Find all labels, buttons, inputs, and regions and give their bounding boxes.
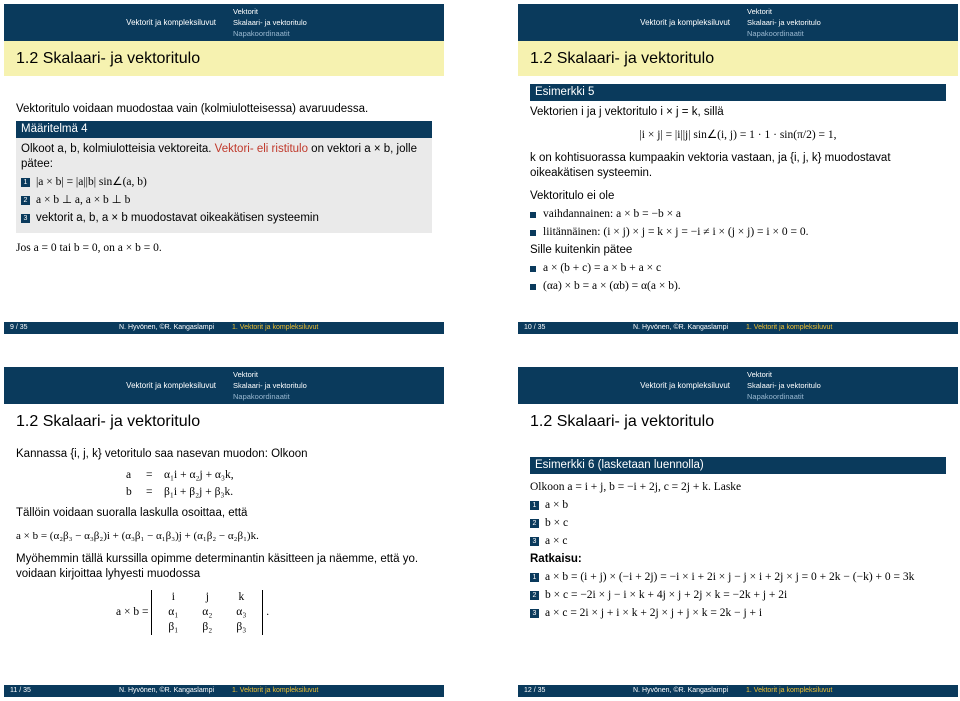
- number-marker: 3: [530, 609, 539, 618]
- eq-lhs: a: [126, 469, 132, 481]
- number-marker: 2: [530, 519, 539, 528]
- solution-label: Ratkaisu:: [530, 553, 582, 565]
- nav-item-skalaari[interactable]: Skalaari- ja vektoritulo: [233, 381, 307, 390]
- slide-10: [518, 4, 958, 334]
- calc-text: Tällöin voidaan suoralla laskulla osoittaa, että: [16, 507, 248, 519]
- nav-item-skalaari[interactable]: Skalaari- ja vektoritulo: [747, 18, 821, 27]
- eq-rhs: α₁i + α₂j + α₃k,: [164, 469, 234, 481]
- determinant-end: .: [266, 606, 270, 619]
- nav-item-napakoordinaatit[interactable]: Napakoordinaatit: [233, 29, 290, 38]
- definition-item-text: |a × b| = |a||b| sin∠(a, b): [36, 176, 147, 188]
- nav-section-link[interactable]: Vektorit ja kompleksiluvut: [640, 381, 730, 390]
- slide-title: 1.2 Skalaari- ja vektoritulo: [518, 41, 958, 76]
- footer-authors: N. Hyvönen, ©R. Kangaslampi: [119, 687, 215, 694]
- closing-text: Jos a = 0 tai b = 0, on a × b = 0.: [16, 242, 162, 254]
- definition-item-text: a × b ⊥ a, a × b ⊥ b: [36, 194, 131, 206]
- nav-section-link[interactable]: Vektorit ja kompleksiluvut: [126, 381, 216, 390]
- slide-header: [518, 367, 958, 404]
- slide-content: [16, 447, 432, 635]
- not-label: Vektoritulo ei ole: [530, 190, 615, 202]
- nav-item-napakoordinaatit[interactable]: Napakoordinaatit: [233, 392, 290, 401]
- matrix-cell: α₂: [202, 606, 213, 618]
- cross-formula: a × b = (α₂β₃ − α₃β₂)i + (α₃β₁ − α₁β₃)j + (α₁β₂ − α₂β₁)k.: [16, 530, 259, 542]
- slide-header: [518, 4, 958, 41]
- definition-term: Vektori- eli ristitulo: [214, 143, 308, 155]
- determinant-lhs: a × b =: [116, 606, 149, 619]
- eq-sign: =: [146, 486, 153, 498]
- basis-text: Kannassa {i, j, k} vetoritulo saa nasevan muodon: Olkoon: [16, 448, 308, 460]
- number-marker: 1: [530, 501, 539, 510]
- definition-body: [16, 138, 432, 233]
- bullet-icon: [530, 284, 536, 290]
- nav-item-vektorit[interactable]: Vektorit: [747, 7, 773, 16]
- number-marker: 3: [530, 537, 539, 546]
- slide-footer: [4, 322, 444, 334]
- task-text: a × b: [545, 499, 569, 511]
- page-number: 10 / 35: [524, 324, 546, 331]
- intro-text: Vektoritulo voidaan muodostaa vain (kolmiulotteisessa) avaruudessa.: [16, 103, 369, 115]
- slide-title: 1.2 Skalaari- ja vektoritulo: [518, 404, 958, 439]
- matrix-cell: i: [171, 591, 175, 603]
- task-item: [530, 498, 946, 513]
- footer-section[interactable]: 1. Vektorit ja kompleksiluvut: [232, 324, 319, 331]
- solution-item: [530, 588, 946, 603]
- nav-item-napakoordinaatit[interactable]: Napakoordinaatit: [747, 392, 804, 401]
- slide-9: [4, 4, 444, 334]
- list-item-text: vaihdannainen: a × b = −b × a: [543, 208, 682, 220]
- bullet-icon: [530, 230, 536, 236]
- definition-text: [21, 142, 427, 172]
- solution-item: [530, 606, 946, 621]
- definition-box: [16, 121, 432, 233]
- nav-item-skalaari[interactable]: Skalaari- ja vektoritulo: [233, 18, 307, 27]
- solution-text: a × b = (i + j) × (−i + 2j) = −i × i + 2i × j − j × i + 2j × j = 0 + 2k − (−k) + 0 = 3k: [545, 571, 915, 583]
- solution-text: a × c = 2i × j + i × k + 2j × j + j × k = 2k − j + i: [545, 607, 763, 619]
- matrix-cell: j: [205, 591, 209, 603]
- nav-section-link[interactable]: Vektorit ja kompleksiluvut: [640, 18, 730, 27]
- number-marker: 3: [21, 214, 30, 223]
- page-number: 9 / 35: [10, 324, 28, 331]
- example-equation: |i × j| = |i||j| sin∠(i, j) = 1 · 1 · sin(π/2) = 1,: [639, 129, 837, 141]
- eq-sign: =: [146, 469, 153, 481]
- list-item-text: liitännäinen: (i × j) × j = k × j = −i ≠ i × (j × j) = i × 0 = 0.: [543, 226, 809, 238]
- slide-footer: [518, 322, 958, 334]
- footer-authors: N. Hyvönen, ©R. Kangaslampi: [119, 324, 215, 331]
- bullet-icon: [530, 266, 536, 272]
- page-number: 12 / 35: [524, 687, 546, 694]
- footer-section[interactable]: 1. Vektorit ja kompleksiluvut: [232, 687, 319, 694]
- nav-item-napakoordinaatit[interactable]: Napakoordinaatit: [747, 29, 804, 38]
- matrix-cell: α₁: [168, 606, 179, 618]
- footer-authors: N. Hyvönen, ©R. Kangaslampi: [633, 687, 729, 694]
- nav-item-vektorit[interactable]: Vektorit: [233, 370, 259, 379]
- task-text: a × c: [545, 535, 568, 547]
- bullet-icon: [530, 212, 536, 218]
- number-marker: 1: [530, 573, 539, 582]
- list-item-text: (αa) × b = a × (αb) = α(a × b).: [543, 280, 681, 292]
- footer-authors: N. Hyvönen, ©R. Kangaslampi: [633, 324, 729, 331]
- definition-item: [21, 175, 427, 190]
- list-item: [530, 261, 946, 276]
- nav-item-skalaari[interactable]: Skalaari- ja vektoritulo: [747, 381, 821, 390]
- task-item: [530, 534, 946, 549]
- definition-item: [21, 193, 427, 208]
- slide-title: 1.2 Skalaari- ja vektoritulo: [4, 41, 444, 76]
- but-label: Sille kuitenkin pätee: [530, 244, 633, 256]
- footer-section[interactable]: 1. Vektorit ja kompleksiluvut: [746, 687, 833, 694]
- eq-lhs: b: [126, 486, 132, 498]
- example-title: Esimerkki 6 (lasketaan luennolla): [530, 457, 946, 474]
- definition-item: [21, 211, 427, 226]
- example-line: Vektorien i ja j vektoritulo i × j = k, sillä: [530, 106, 724, 118]
- task-text: b × c: [545, 517, 569, 529]
- page-number: 11 / 35: [10, 687, 31, 694]
- definition-text-c: on vektori a × b, jolle pätee:: [21, 143, 417, 170]
- slide-title: 1.2 Skalaari- ja vektoritulo: [4, 404, 444, 439]
- determinant-matrix: [151, 590, 263, 635]
- slide-content: [530, 84, 946, 297]
- slide-footer: [4, 685, 444, 697]
- number-marker: 1: [21, 178, 30, 187]
- nav-section-link[interactable]: Vektorit ja kompleksiluvut: [126, 18, 216, 27]
- slide-header: [4, 367, 444, 404]
- slide-11: [4, 367, 444, 697]
- slide-content: [16, 102, 432, 256]
- example-title: Esimerkki 5: [530, 84, 946, 101]
- determinant-text: Myöhemmin tällä kurssilla opimme determinantin käsitteen ja näemme, että yo. voidaan kirjoittaa lyhyesti muodossa: [16, 553, 419, 580]
- example-line: Olkoon a = i + j, b = −i + 2j, c = 2j + k. Laske: [530, 481, 742, 493]
- matrix-cell: β₃: [236, 621, 247, 633]
- component-equations: [126, 468, 432, 500]
- determinant-formula: [116, 590, 432, 635]
- example-line: k on kohtisuorassa kumpaakin vektoria vastaan, ja {i, j, k} muodostavat oikeakätisen systeemin.: [530, 152, 891, 179]
- list-item: [530, 207, 946, 222]
- definition-item-text: vektorit a, b, a × b muodostavat oikeakätisen systeemin: [36, 212, 319, 224]
- nav-item-vektorit[interactable]: Vektorit: [747, 370, 773, 379]
- slide-content: [530, 457, 946, 624]
- definition-title: Määritelmä 4: [16, 121, 432, 138]
- list-item-text: a × (b + c) = a × b + a × c: [543, 262, 662, 274]
- number-marker: 2: [530, 591, 539, 600]
- solution-item: [530, 570, 946, 585]
- slide-footer: [518, 685, 958, 697]
- number-marker: 2: [21, 196, 30, 205]
- nav-item-vektorit[interactable]: Vektorit: [233, 7, 259, 16]
- matrix-cell: β₁: [168, 621, 179, 633]
- matrix-cell: k: [238, 591, 245, 603]
- solution-text: b × c = −2i × j − i × k + 4j × j + 2j × k = −2k + j + 2i: [545, 589, 788, 601]
- matrix-cell: α₃: [236, 606, 247, 618]
- footer-section[interactable]: 1. Vektorit ja kompleksiluvut: [746, 324, 833, 331]
- matrix-cell: β₂: [202, 621, 213, 633]
- definition-text-a: Olkoot a, b, kolmiulotteisia vektoreita.: [21, 143, 215, 155]
- slide-header: [4, 4, 444, 41]
- list-item: [530, 279, 946, 294]
- slide-12: [518, 367, 958, 697]
- eq-rhs: β₁i + β₂j + β₃k.: [164, 486, 234, 498]
- list-item: [530, 225, 946, 240]
- task-item: [530, 516, 946, 531]
